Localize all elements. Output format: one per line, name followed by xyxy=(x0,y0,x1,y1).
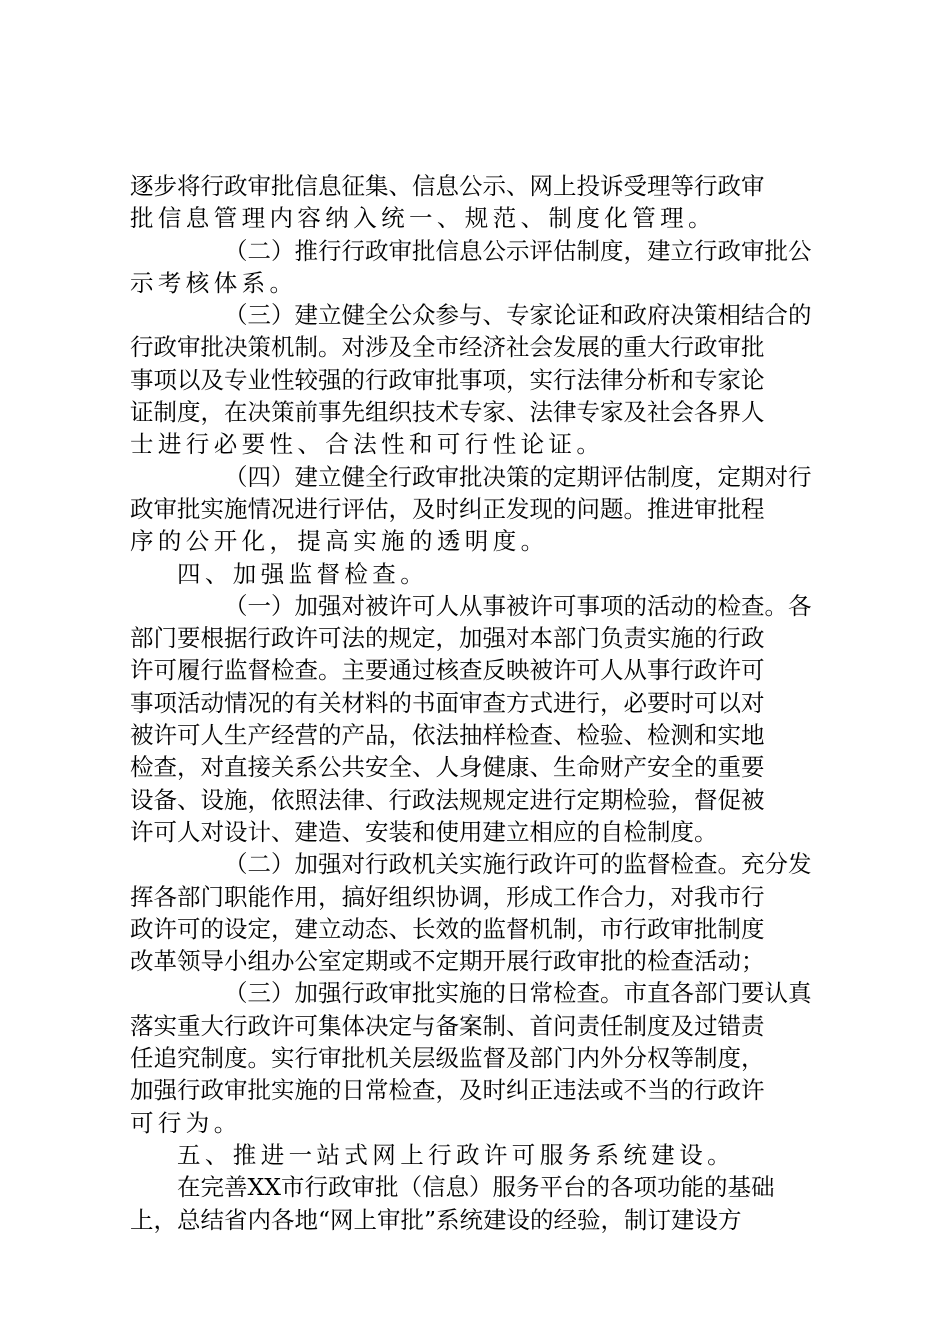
text-line: 任追究制度。实行审批机关层级监督及部门内外分权等制度， xyxy=(130,1044,765,1073)
text-line: （四）建立健全行政审批决策的定期评估制度，定期对行 xyxy=(224,462,812,491)
text-line: （三）建立健全公众参与、专家论证和政府决策相结合的 xyxy=(224,301,812,330)
document-body xyxy=(130,170,830,1236)
text-line: 行政审批决策机制。对涉及全市经济社会发展的重大行政审批 xyxy=(130,333,765,362)
text-line: 示考核体系。 xyxy=(130,268,298,297)
text-line: 部门要根据行政许可法的规定，加强对本部门负责实施的行政 xyxy=(130,624,765,653)
text-line: 士进行必要性、合法性和可行性论证。 xyxy=(130,430,605,459)
text-line: 事项活动情况的有关材料的书面审查方式进行，必要时可以对 xyxy=(130,688,765,717)
text-line: 检查，对直接关系公共安全、人身健康、生命财产安全的重要 xyxy=(130,753,765,782)
text-line: 序的公开化，提高实施的透明度。 xyxy=(130,527,549,556)
text-line: 许可人对设计、建造、安装和使用建立相应的自检制度。 xyxy=(130,817,718,846)
text-line: （二）推行行政审批信息公示评估制度，建立行政审批公 xyxy=(224,236,812,265)
text-line: 被许可人生产经营的产品，依法抽样检查、检验、检测和实地 xyxy=(130,721,765,750)
text-line: 设备、设施，依照法律、行政法规规定进行定期检验，督促被 xyxy=(130,785,765,814)
text-line: 在完善XX市行政审批（信息）服务平台的各项功能的基础 xyxy=(177,1173,775,1202)
text-line: 落实重大行政许可集体决定与备案制、首问责任制度及过错责 xyxy=(130,1011,765,1040)
text-line: 政审批实施情况进行评估，及时纠正发现的问题。推进审批程 xyxy=(130,494,765,523)
text-line: 逐步将行政审批信息征集、信息公示、网上投诉受理等行政审 xyxy=(130,172,765,200)
text-line: 批信息管理内容纳入统一、规范、制度化管理。 xyxy=(130,204,716,233)
text-line: 加强行政审批实施的日常检查，及时纠正违法或不当的行政许 xyxy=(130,1076,765,1105)
text-line: （三）加强行政审批实施的日常检查。市直各部门要认真 xyxy=(224,979,812,1008)
text-line: 改革领导小组办公室定期或不定期开展行政审批的检查活动； xyxy=(130,947,765,976)
text-line: 许可履行监督检查。主要通过核查反映被许可人从事行政许可 xyxy=(130,656,765,685)
text-line: 四、加强监督检查。 xyxy=(177,559,429,588)
text-line: （一）加强对被许可人从事被许可事项的活动的检查。各 xyxy=(224,591,812,620)
text-line: 证制度，在决策前事先组织技术专家、法律专家及社会各界人 xyxy=(130,398,765,427)
text-line: （二）加强对行政机关实施行政许可的监督检查。充分发 xyxy=(224,850,812,879)
text-line: 事项以及专业性较强的行政审批事项，实行法律分析和专家论 xyxy=(130,365,765,394)
text-line: 五、推进一站式网上行政许可服务系统建设。 xyxy=(177,1140,735,1169)
text-line: 挥各部门职能作用，搞好组织协调，形成工作合力，对我市行 xyxy=(130,882,765,911)
text-line: 上，总结省内各地“网上审批”系统建设的经验，制订建设方 xyxy=(130,1205,742,1234)
text-line: 可行为。 xyxy=(130,1108,242,1137)
text-line: 政许可的设定，建立动态、长效的监督机制，市行政审批制度 xyxy=(130,914,765,943)
